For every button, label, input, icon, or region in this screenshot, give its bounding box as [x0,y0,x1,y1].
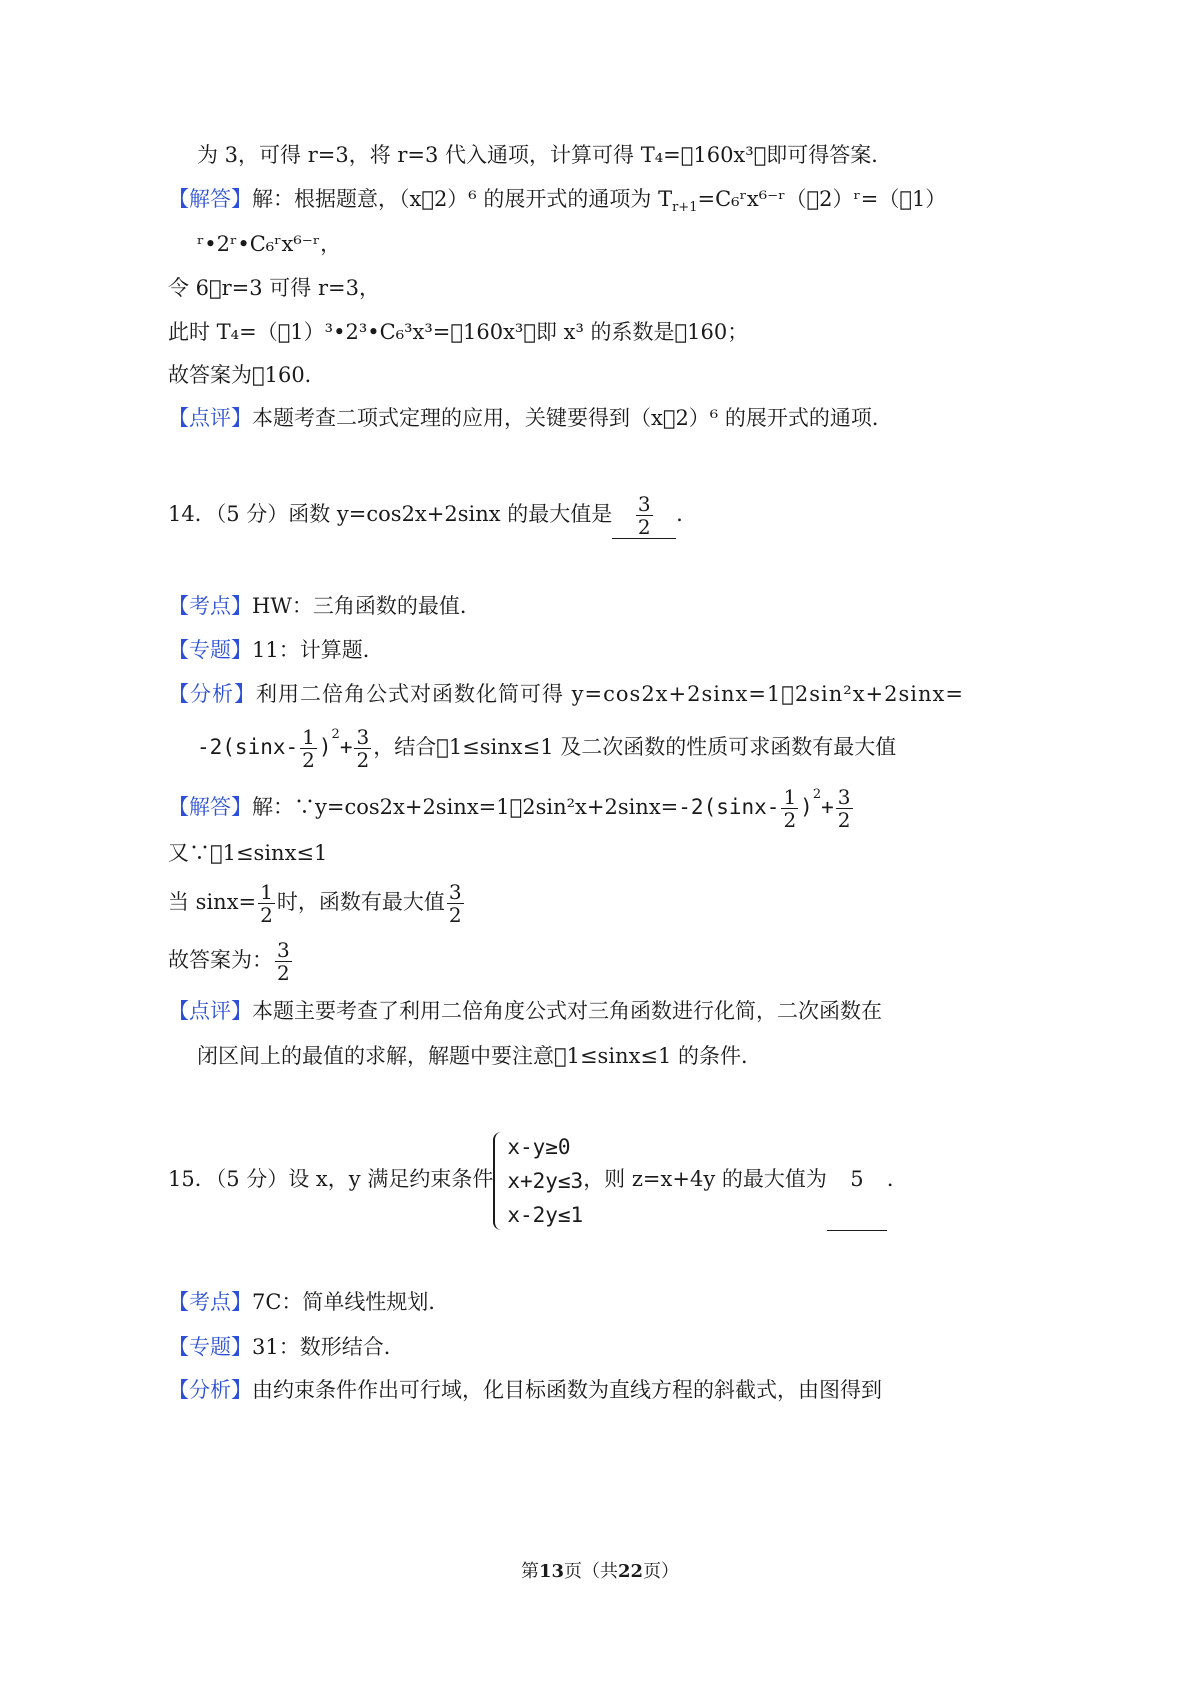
constraint: x+2y≤3 [507,1168,584,1193]
constraint: x-2y≤1 [507,1202,584,1227]
text: 31：数形结合． [252,1335,405,1359]
question-stem: 14．（5 分）函数 y=cos2x+2sinx 的最大值是 [168,502,613,526]
constraint: x-y≥0 [507,1134,571,1159]
text: 由约束条件作出可行域，化目标函数为直线方程的斜截式，由图得到 [252,1378,882,1402]
zhuanti-line [168,1332,405,1362]
text: 本题主要考查了利用二倍角度公式对三角函数进行化简，二次函数在 [252,999,882,1023]
page-footer: 第13页（共22页） [520,1561,680,1582]
zhuanti-tag: 【专题】 [168,1335,252,1359]
fraction: $\frac{3}{2}$ [277,938,290,985]
zhuanti-line [168,635,384,665]
text: ，结合 1≤sinx≤1 及二次函数的性质可求函数有最大值 [373,735,897,759]
jieda-line [168,778,855,832]
fraction: $\frac{3}{2}$ [837,785,851,832]
formula-part: + [821,795,834,819]
text: HW：三角函数的最值． [252,594,481,618]
kaodian-tag: 【考点】 [168,594,252,618]
jieda-tag: 【解答】 [168,795,252,819]
total-pages: 22 [618,1561,644,1582]
formula-part: ) [800,795,813,819]
brace [493,1132,505,1230]
fraction: $\frac{3}{2}$ [356,725,370,772]
text-line: 当 sinx= $\frac{1}{2}$ 时，函数有最大值 $\frac{3}{2}$ [168,880,462,927]
question-15: 15．（5 分）设 x，y 满足约束条件 x-y≥0 x+2y≤3 x-2y≤1 ，则 z=x+4y 的最大值为 5 ． [168,1128,908,1232]
fraction: $\frac{1}{2}$ [783,785,797,832]
formula-part: -2(sinx- [197,735,299,759]
text: 本题考查二项式定理的应用，关键要得到（x 2）⁶ 的展开式的通项． [252,406,893,430]
page-number: 13 [538,1561,564,1582]
text-line: ʳ•2ʳ•C₆ʳx⁶⁻ʳ， [197,232,342,256]
text-line: 又∵ 1≤sinx≤1 [168,841,328,865]
kaodian-tag: 【考点】 [168,1290,252,1314]
fenxi-line [168,1375,882,1405]
answer-blank: 5 [827,1128,887,1231]
text: 11：计算题． [252,638,384,662]
answer-fraction: $\frac{3}{2}$ [637,492,651,539]
question-stem: 15．（5 分）设 x，y 满足约束条件 [168,1167,494,1191]
kaodian-line [168,591,481,621]
text: ，则 z=x+4y 的最大值为 [583,1167,827,1191]
fraction: $\frac{3}{2}$ [448,880,462,927]
comment-line [168,403,893,433]
fraction: $\frac{1}{2}$ [260,880,273,927]
exponent: 2 [331,727,340,742]
text: 解：根据题意，（x 2）⁶ 的展开式的通项为 T [252,187,673,211]
text: 解：∵y=cos2x+2sinx=1 2sin²x+2sinx= [252,795,679,819]
text: =C₆ʳx⁶⁻ʳ（ 2）ʳ=（ 1） [697,187,947,211]
text: 利用二倍角公式对函数化简可得 y=cos2x+2sinx=1 2sin²x+2sinx= [256,682,964,706]
answer-blank [612,493,676,539]
formula-part: ) [318,735,332,759]
kaodian-line [168,1287,449,1317]
dianping-line [168,996,882,1026]
solution-line [168,184,946,223]
text-line: 为 3，可得 r=3，将 r=3 代入通项，计算可得 T₄= 160x³，即可得答案． [197,143,893,167]
text-line: 故答案为： $\frac{3}{2}$ [168,938,290,985]
formula-part: + [339,735,353,759]
formula-line [197,718,896,772]
fenxi-tag: 【分析】 [168,1378,252,1402]
fenxi-tag: 【分析】 [168,682,256,706]
formula-part: -2(sinx- [678,795,780,819]
text-line: 闭区间上的最值的求解，解题中要注意 1≤sinx≤1 的条件． [197,1044,763,1068]
subscript: r+1 [672,200,698,216]
question-14: 14．（5 分）函数 y=cos2x+2sinx 的最大值是 $\frac{3}{2}$ ． [168,492,698,539]
text-line: 故答案为 160． [168,363,326,387]
text-line: 令 6 r=3 可得 r=3， [168,276,380,300]
solution-tag: 【解答】 [168,187,252,211]
dianping-tag: 【点评】 [168,999,252,1023]
exponent: 2 [812,787,822,802]
fenxi-line [168,679,964,709]
zhuanti-tag: 【专题】 [168,638,252,662]
constraint-system [493,1130,583,1232]
text-line: 此时 T₄=（ 1）³•2³•C₆³x³= 160x³，即 x³ 的系数是 160； [168,320,749,344]
comment-tag: 【点评】 [168,406,252,430]
fraction: $\frac{1}{2}$ [302,725,315,772]
text: 7C：简单线性规划． [252,1290,450,1314]
